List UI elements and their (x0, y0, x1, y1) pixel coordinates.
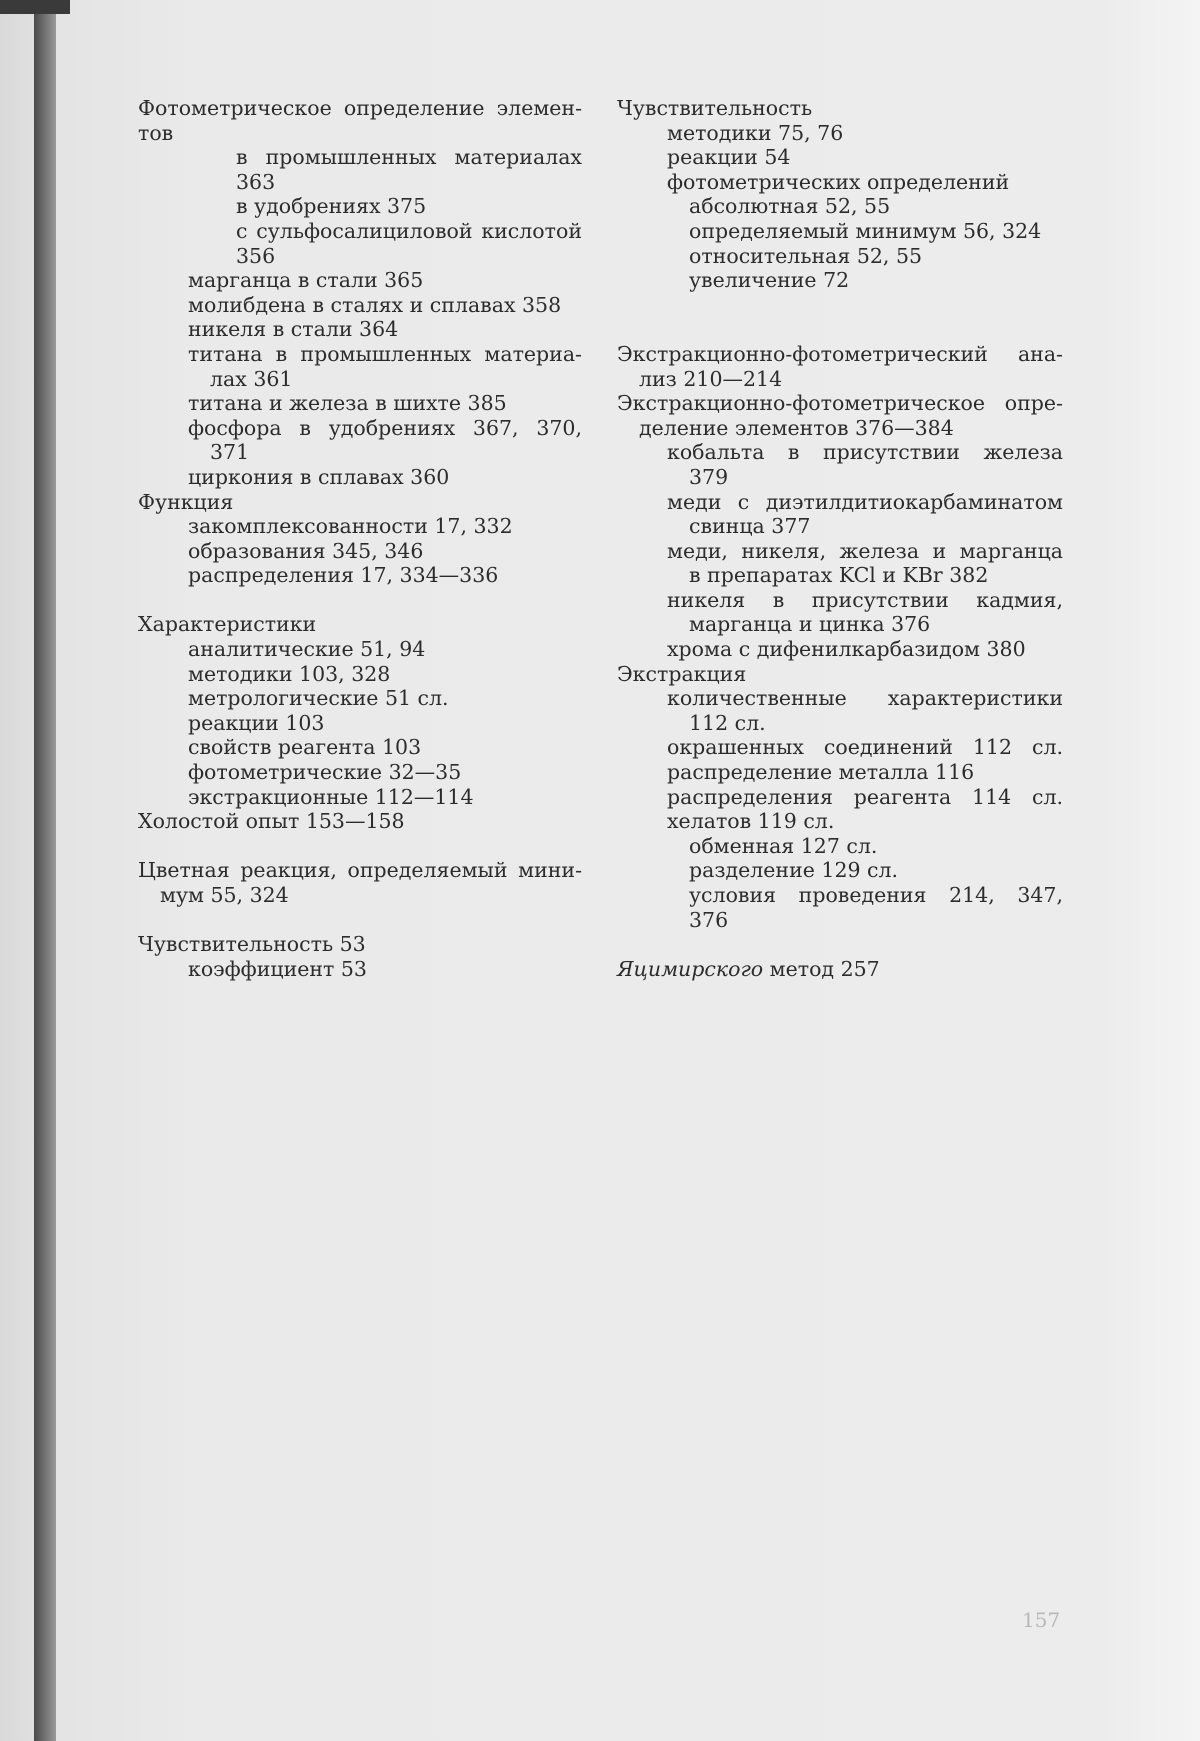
index-entry: Экстракция (617, 661, 747, 686)
index-subentry: экстракционные 112—114 (188, 784, 474, 809)
index-entry: лиз 210—214 (639, 366, 783, 391)
corner-mark (0, 0, 70, 14)
index-subentry: разделение 129 сл. (689, 858, 899, 883)
index-subentry: образования 345, 346 (188, 538, 424, 563)
index-subentry: обменная 127 сл. (689, 833, 878, 858)
index-entry: Цветная реакция, определяемый мини- (138, 858, 582, 883)
index-entry: тов (138, 120, 174, 145)
index-gap (617, 932, 1063, 957)
index-subentry: свинца 377 (689, 514, 811, 539)
index-subentry: титана в промышленных материа- (188, 341, 582, 366)
index-subentry: хелатов 119 сл. (667, 809, 835, 834)
index-subentry: коэффициент 53 (188, 956, 367, 981)
index-entry: Экстракционно-фотометрическое опре- (617, 391, 1063, 416)
index-subentry: лах 361 (210, 366, 293, 391)
index-subentry: хрома с дифенилкарбазидом 380 (667, 637, 1026, 662)
index-subentry: 379 (689, 464, 729, 489)
index-subentry: условия проведения 214, 347, (689, 883, 1063, 907)
index-entry: Яцимирского метод 257 (617, 956, 880, 981)
index-entry: Фотометрическое определение элемен- (138, 96, 582, 120)
index-subentry: 371 (210, 440, 250, 465)
index-subentry: относительная 52, 55 (689, 243, 923, 268)
index-subentry: увеличение 72 (689, 268, 850, 293)
index-gap (617, 317, 1063, 342)
index-subentry: фосфора в удобрениях 367, 370, (188, 415, 582, 440)
index-subentry: закомплексованности 17, 332 (188, 514, 513, 539)
index-column-right (617, 96, 1063, 981)
index-entry: Экстракционно-фотометрический ана- (617, 341, 1063, 366)
index-subentry: окрашенных соединений 112 сл. (667, 735, 1063, 760)
index-subentry: никеля в стали 364 (188, 317, 399, 342)
index-subentry: меди с диэтилдитиокарбаминатом (667, 489, 1063, 514)
index-subentry: абсолютная 52, 55 (689, 194, 891, 219)
index-subentry: методики 75, 76 (667, 120, 844, 145)
index-gap (138, 908, 582, 933)
page-number: 157 (1022, 1608, 1061, 1632)
index-gap (617, 293, 1063, 318)
index-gap (138, 588, 582, 613)
index-subentry: в промышленных материалах (236, 145, 582, 170)
index-subentry: с сульфосалициловой кислотой (236, 218, 582, 243)
index-subentry: 112 сл. (689, 710, 766, 735)
book-spine-shadow (34, 0, 56, 1741)
index-subentry: метрологические 51 сл. (188, 686, 449, 711)
index-entry: деление элементов 376—384 (639, 415, 954, 440)
index-subentry: в удобрениях 375 (236, 194, 427, 219)
index-subentry: количественные характеристики (667, 686, 1063, 711)
index-entry: Характеристики (138, 612, 317, 637)
index-subentry: методики 103, 328 (188, 661, 391, 686)
index-subentry: реакции 103 (188, 710, 325, 735)
index-subentry: молибдена в сталях и сплавах 358 (188, 292, 562, 317)
index-subentry: титана и железа в шихте 385 (188, 391, 507, 416)
index-subentry: фотометрических определений (667, 169, 1010, 194)
index-subentry: циркония в сплавах 360 (188, 464, 450, 489)
index-column-left (138, 96, 582, 981)
index-entry: Холостой опыт 153—158 (138, 809, 405, 834)
index-subentry: аналитические 51, 94 (188, 637, 426, 662)
index-subentry: никеля в присутствии кадмия, (667, 587, 1063, 612)
index-subentry: 356 (236, 243, 276, 268)
index-subentry: распределение металла 116 (667, 760, 975, 785)
index-subentry: меди, никеля, железа и марганца (667, 538, 1063, 563)
index-subentry: определяемый минимум 56, 324 (689, 218, 1042, 243)
index-subentry: фотометрические 32—35 (188, 760, 462, 785)
index-gap (138, 834, 582, 859)
index-subentry: кобальта в присутствии железа (667, 440, 1063, 465)
index-subentry: марганца в стали 365 (188, 268, 424, 293)
index-subentry: распределения реагента 114 сл. (667, 784, 1063, 809)
index-entry: мум 55, 324 (160, 883, 289, 907)
index-subentry: в препаратах KCl и KBr 382 (689, 563, 989, 588)
index-entry: Чувствительность (617, 96, 813, 120)
index-subentry: марганца и цинка 376 (689, 612, 931, 637)
index-subentry: распределения 17, 334—336 (188, 563, 499, 588)
index-entry: Функция (138, 489, 234, 514)
index-subentry: 376 (689, 907, 729, 932)
index-subentry: реакции 54 (667, 145, 791, 170)
index-subentry: свойств реагента 103 (188, 735, 422, 760)
index-entry: Чувствительность 53 (138, 932, 366, 957)
index-subentry: 363 (236, 169, 276, 194)
